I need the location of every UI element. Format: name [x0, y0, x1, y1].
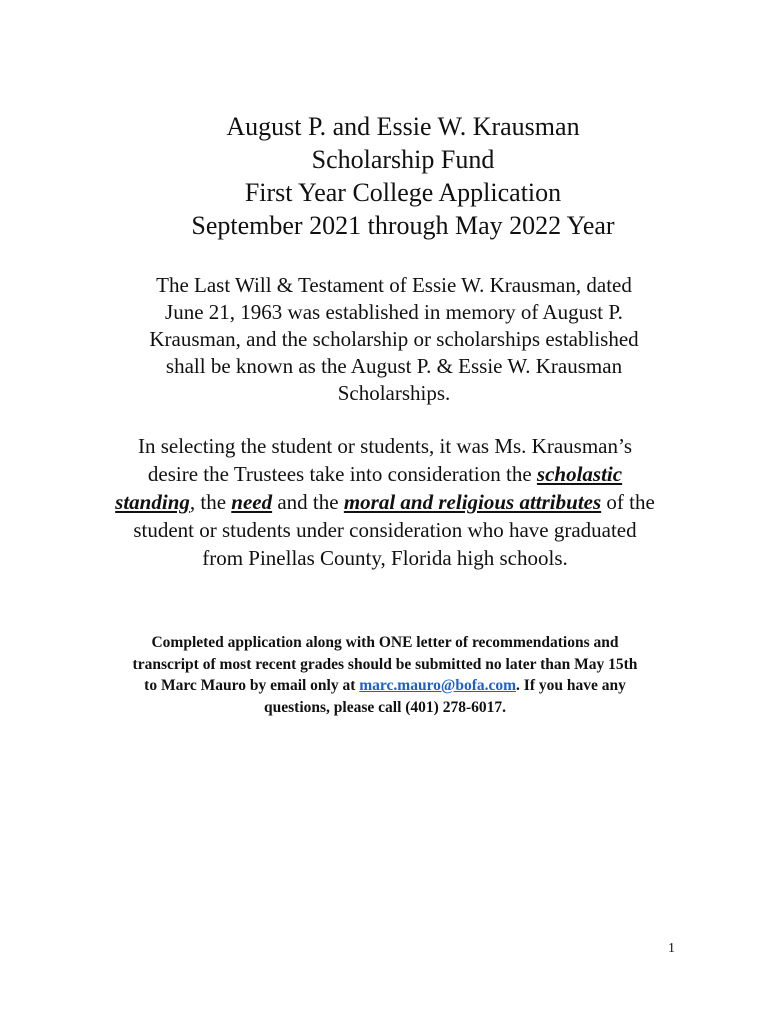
will-line-4: shall be known as the August P. & Essie W. Krausman [165, 354, 623, 378]
selection-line-3 [0, 488, 770, 516]
title-line-2: Scholarship Fund [311, 145, 495, 174]
notice-line-3-after: . If you have any [516, 677, 626, 694]
email-link[interactable]: marc.mauro@bofa.com [359, 677, 517, 694]
will-paragraph [0, 272, 770, 407]
selection-line-2-text: desire the Trustees take into consideration the [147, 462, 537, 486]
emphasis-scholastic: scholastic [536, 462, 623, 486]
selection-line-5: from Pinellas County, Florida high schools. [202, 546, 568, 570]
selection-paragraph [0, 432, 770, 572]
page-number: 1 [668, 941, 675, 956]
notice-line-3-before: to Marc Mauro by email only at [144, 677, 360, 694]
will-line-3: Krausman, and the scholarship or scholarships established [149, 327, 639, 351]
title-line-3: First Year College Application [244, 178, 562, 207]
notice-line-2: transcript of most recent grades should be submitted no later than May 15th [132, 655, 638, 673]
selection-line-4: student or students under consideration who have graduated [133, 518, 637, 542]
emphasis-need: need [231, 490, 273, 514]
selection-line-2 [0, 460, 770, 488]
emphasis-standing: standing [115, 490, 190, 514]
will-line-1: The Last Will & Testament of Essie W. Krausman, dated [156, 273, 632, 297]
will-line-5: Scholarships. [337, 381, 451, 405]
will-line-2: June 21, 1963 was established in memory of August P. [165, 300, 623, 324]
selection-line-3-part-3: of the [601, 490, 655, 514]
selection-line-3-part-2: and the [272, 490, 344, 514]
notice-line-4: questions, please call (401) 278-6017. [264, 698, 506, 716]
selection-line-3-part-1: , the [189, 490, 232, 514]
title-line-4: September 2021 through May 2022 Year [191, 211, 615, 240]
notice-line-1: Completed application along with ONE letter of recommendations and [151, 634, 619, 651]
document-title [0, 110, 770, 242]
emphasis-moral-religious: moral and religious attributes [343, 490, 602, 514]
selection-line-1: In selecting the student or students, it was Ms. Krausman’s [137, 434, 632, 458]
title-line-1: August P. and Essie W. Krausman [226, 112, 580, 141]
submission-notice [0, 632, 770, 718]
notice-line-3 [0, 675, 770, 697]
